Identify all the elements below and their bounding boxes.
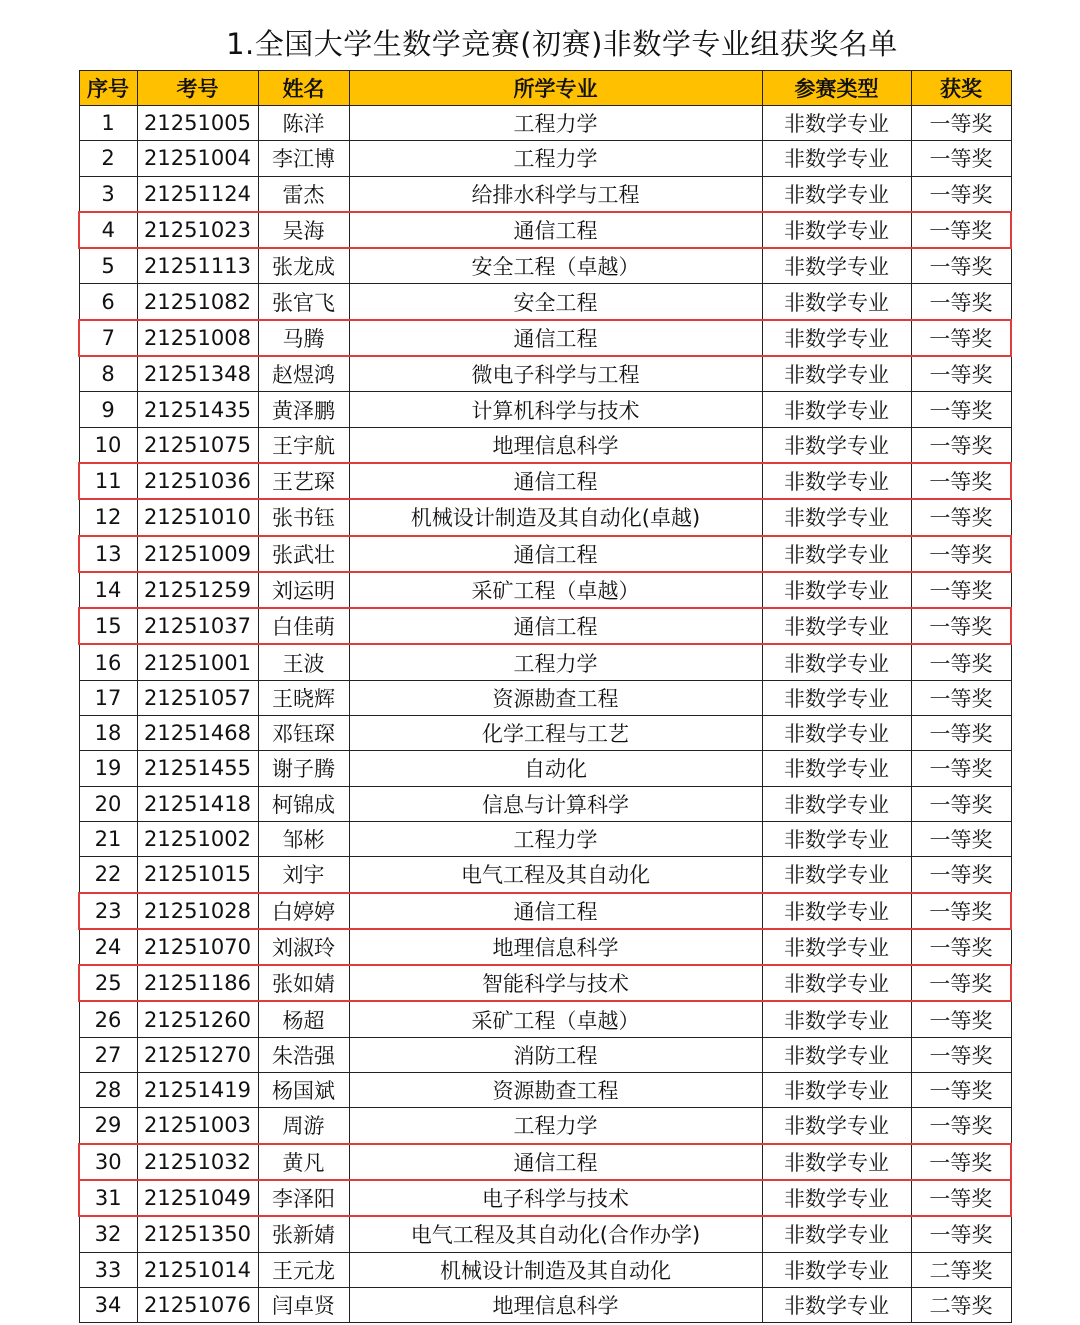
cell-major: 安全工程（卓越） [349, 248, 762, 284]
cell-exam-id: 21251455 [137, 751, 258, 786]
cell-award: 一等奖 [911, 786, 1011, 821]
cell-number: 29 [79, 1108, 137, 1144]
cell-name: 陈洋 [258, 106, 349, 141]
col-header-number: 序号 [79, 71, 137, 106]
cell-category: 非数学专业 [762, 893, 911, 929]
table-row [79, 1252, 1011, 1287]
cell-exam-id: 21251435 [137, 392, 258, 427]
cell-name: 刘宇 [258, 857, 349, 893]
cell-category: 非数学专业 [762, 680, 911, 715]
cell-award: 一等奖 [911, 572, 1011, 608]
cell-exam-id: 21251350 [137, 1216, 258, 1252]
cell-award: 一等奖 [911, 212, 1011, 248]
cell-major: 通信工程 [349, 536, 762, 572]
cell-category: 非数学专业 [762, 284, 911, 320]
cell-exam-id: 21251037 [137, 608, 258, 644]
cell-major: 通信工程 [349, 320, 762, 356]
cell-award: 一等奖 [911, 1037, 1011, 1072]
cell-major: 工程力学 [349, 644, 762, 680]
cell-category: 非数学专业 [762, 857, 911, 893]
cell-name: 刘运明 [258, 572, 349, 608]
cell-award: 一等奖 [911, 716, 1011, 751]
cell-number: 24 [79, 929, 137, 965]
cell-exam-id: 21251076 [137, 1287, 258, 1322]
cell-award: 一等奖 [911, 1073, 1011, 1108]
table-row [79, 1108, 1011, 1144]
cell-name: 闫卓贤 [258, 1287, 349, 1322]
cell-number: 30 [79, 1144, 137, 1180]
cell-exam-id: 21251003 [137, 1108, 258, 1144]
cell-category: 非数学专业 [762, 608, 911, 644]
cell-award: 一等奖 [911, 1001, 1011, 1037]
cell-name: 王元龙 [258, 1252, 349, 1287]
cell-number: 13 [79, 536, 137, 572]
cell-exam-id: 21251070 [137, 929, 258, 965]
cell-major: 采矿工程（卓越） [349, 1001, 762, 1037]
cell-name: 张新婧 [258, 1216, 349, 1252]
cell-number: 18 [79, 716, 137, 751]
col-header-award: 获奖 [911, 71, 1011, 106]
cell-number: 15 [79, 608, 137, 644]
cell-exam-id: 21251082 [137, 284, 258, 320]
cell-category: 非数学专业 [762, 106, 911, 141]
table-row-highlighted [79, 463, 1011, 499]
cell-category: 非数学专业 [762, 536, 911, 572]
table-row-highlighted [79, 608, 1011, 644]
cell-name: 黄凡 [258, 1144, 349, 1180]
cell-name: 杨超 [258, 1001, 349, 1037]
cell-number: 7 [79, 320, 137, 356]
cell-number: 11 [79, 463, 137, 499]
cell-category: 非数学专业 [762, 1216, 911, 1252]
cell-number: 20 [79, 786, 137, 821]
cell-major: 给排水科学与工程 [349, 176, 762, 212]
cell-category: 非数学专业 [762, 572, 911, 608]
cell-category: 非数学专业 [762, 965, 911, 1001]
cell-category: 非数学专业 [762, 1252, 911, 1287]
cell-major: 工程力学 [349, 141, 762, 176]
cell-exam-id: 21251468 [137, 716, 258, 751]
table-row [79, 1037, 1011, 1072]
cell-major: 电气工程及其自动化(合作办学) [349, 1216, 762, 1252]
table-row [79, 680, 1011, 715]
cell-category: 非数学专业 [762, 751, 911, 786]
cell-exam-id: 21251049 [137, 1180, 258, 1216]
cell-exam-id: 21251418 [137, 786, 258, 821]
cell-exam-id: 21251015 [137, 857, 258, 893]
cell-exam-id: 21251004 [137, 141, 258, 176]
cell-exam-id: 21251259 [137, 572, 258, 608]
cell-name: 张龙成 [258, 248, 349, 284]
cell-exam-id: 21251036 [137, 463, 258, 499]
table-row [79, 248, 1011, 284]
cell-exam-id: 21251032 [137, 1144, 258, 1180]
cell-number: 21 [79, 821, 137, 856]
table-row [79, 1287, 1011, 1322]
cell-name: 王艺琛 [258, 463, 349, 499]
table-row-highlighted [79, 893, 1011, 929]
table-row [79, 499, 1011, 535]
cell-award: 一等奖 [911, 893, 1011, 929]
table-row [79, 356, 1011, 392]
cell-major: 通信工程 [349, 212, 762, 248]
cell-major: 电子科学与技术 [349, 1180, 762, 1216]
cell-major: 地理信息科学 [349, 1287, 762, 1322]
cell-category: 非数学专业 [762, 929, 911, 965]
cell-exam-id: 21251260 [137, 1001, 258, 1037]
cell-exam-id: 21251348 [137, 356, 258, 392]
table-row-highlighted [79, 1180, 1011, 1216]
cell-name: 王宇航 [258, 427, 349, 463]
cell-exam-id: 21251005 [137, 106, 258, 141]
cell-number: 17 [79, 680, 137, 715]
cell-major: 自动化 [349, 751, 762, 786]
cell-award: 二等奖 [911, 1252, 1011, 1287]
cell-major: 智能科学与技术 [349, 965, 762, 1001]
cell-number: 33 [79, 1252, 137, 1287]
table-row [79, 141, 1011, 176]
cell-number: 26 [79, 1001, 137, 1037]
cell-award: 一等奖 [911, 608, 1011, 644]
cell-category: 非数学专业 [762, 644, 911, 680]
cell-award: 一等奖 [911, 427, 1011, 463]
cell-award: 一等奖 [911, 929, 1011, 965]
cell-number: 14 [79, 572, 137, 608]
cell-number: 16 [79, 644, 137, 680]
cell-award: 一等奖 [911, 141, 1011, 176]
award-table [78, 70, 1012, 1323]
cell-category: 非数学专业 [762, 786, 911, 821]
cell-number: 27 [79, 1037, 137, 1072]
cell-category: 非数学专业 [762, 356, 911, 392]
cell-major: 工程力学 [349, 821, 762, 856]
cell-name: 王波 [258, 644, 349, 680]
cell-major: 资源勘查工程 [349, 1073, 762, 1108]
cell-name: 李泽阳 [258, 1180, 349, 1216]
cell-number: 32 [79, 1216, 137, 1252]
table-row-highlighted [79, 1144, 1011, 1180]
cell-name: 赵煜鸿 [258, 356, 349, 392]
table-row-highlighted [79, 965, 1011, 1001]
cell-number: 12 [79, 499, 137, 535]
cell-category: 非数学专业 [762, 320, 911, 356]
cell-category: 非数学专业 [762, 716, 911, 751]
cell-category: 非数学专业 [762, 821, 911, 856]
table-row [79, 716, 1011, 751]
table-row [79, 1216, 1011, 1252]
cell-major: 消防工程 [349, 1037, 762, 1072]
cell-category: 非数学专业 [762, 1108, 911, 1144]
cell-award: 一等奖 [911, 751, 1011, 786]
cell-award: 一等奖 [911, 284, 1011, 320]
cell-number: 19 [79, 751, 137, 786]
cell-major: 通信工程 [349, 608, 762, 644]
cell-number: 8 [79, 356, 137, 392]
table-row [79, 857, 1011, 893]
cell-name: 黄泽鹏 [258, 392, 349, 427]
cell-exam-id: 21251124 [137, 176, 258, 212]
cell-number: 28 [79, 1073, 137, 1108]
cell-exam-id: 21251002 [137, 821, 258, 856]
cell-name: 吴海 [258, 212, 349, 248]
cell-exam-id: 21251009 [137, 536, 258, 572]
cell-exam-id: 21251113 [137, 248, 258, 284]
cell-award: 一等奖 [911, 1216, 1011, 1252]
cell-exam-id: 21251001 [137, 644, 258, 680]
cell-category: 非数学专业 [762, 499, 911, 535]
cell-name: 杨国斌 [258, 1073, 349, 1108]
table-row [79, 786, 1011, 821]
cell-category: 非数学专业 [762, 1037, 911, 1072]
cell-exam-id: 21251419 [137, 1073, 258, 1108]
col-header-exam-id: 考号 [137, 71, 258, 106]
cell-number: 6 [79, 284, 137, 320]
cell-major: 资源勘查工程 [349, 680, 762, 715]
cell-number: 34 [79, 1287, 137, 1322]
cell-exam-id: 21251023 [137, 212, 258, 248]
cell-award: 一等奖 [911, 536, 1011, 572]
cell-name: 雷杰 [258, 176, 349, 212]
cell-category: 非数学专业 [762, 1287, 911, 1322]
header-row [79, 71, 1011, 106]
table-row [79, 929, 1011, 965]
cell-award: 一等奖 [911, 356, 1011, 392]
cell-category: 非数学专业 [762, 1144, 911, 1180]
cell-category: 非数学专业 [762, 248, 911, 284]
cell-exam-id: 21251270 [137, 1037, 258, 1072]
cell-category: 非数学专业 [762, 1001, 911, 1037]
cell-major: 通信工程 [349, 893, 762, 929]
cell-exam-id: 21251028 [137, 893, 258, 929]
cell-award: 一等奖 [911, 463, 1011, 499]
cell-award: 一等奖 [911, 1180, 1011, 1216]
table-row [79, 1073, 1011, 1108]
cell-name: 朱浩强 [258, 1037, 349, 1072]
cell-award: 一等奖 [911, 106, 1011, 141]
cell-name: 李江博 [258, 141, 349, 176]
table-row [79, 821, 1011, 856]
cell-major: 通信工程 [349, 1144, 762, 1180]
cell-number: 31 [79, 1180, 137, 1216]
table-row [79, 176, 1011, 212]
cell-major: 通信工程 [349, 463, 762, 499]
cell-exam-id: 21251057 [137, 680, 258, 715]
cell-award: 一等奖 [911, 392, 1011, 427]
table-row-highlighted [79, 320, 1011, 356]
table-row-highlighted [79, 536, 1011, 572]
cell-award: 一等奖 [911, 248, 1011, 284]
cell-exam-id: 21251010 [137, 499, 258, 535]
cell-exam-id: 21251014 [137, 1252, 258, 1287]
cell-award: 二等奖 [911, 1287, 1011, 1322]
cell-award: 一等奖 [911, 644, 1011, 680]
col-header-major: 所学专业 [349, 71, 762, 106]
cell-major: 机械设计制造及其自动化(卓越) [349, 499, 762, 535]
table-row [79, 392, 1011, 427]
table-row [79, 284, 1011, 320]
cell-major: 微电子科学与工程 [349, 356, 762, 392]
table-row [79, 427, 1011, 463]
cell-category: 非数学专业 [762, 427, 911, 463]
cell-number: 4 [79, 212, 137, 248]
table-row [79, 1001, 1011, 1037]
cell-exam-id: 21251008 [137, 320, 258, 356]
award-table-container [78, 70, 1010, 1323]
cell-name: 刘淑玲 [258, 929, 349, 965]
cell-name: 柯锦成 [258, 786, 349, 821]
cell-major: 信息与计算科学 [349, 786, 762, 821]
cell-major: 采矿工程（卓越） [349, 572, 762, 608]
cell-major: 计算机科学与技术 [349, 392, 762, 427]
cell-number: 2 [79, 141, 137, 176]
cell-award: 一等奖 [911, 1108, 1011, 1144]
cell-major: 地理信息科学 [349, 427, 762, 463]
table-row [79, 644, 1011, 680]
cell-major: 机械设计制造及其自动化 [349, 1252, 762, 1287]
cell-award: 一等奖 [911, 821, 1011, 856]
cell-number: 23 [79, 893, 137, 929]
table-row [79, 751, 1011, 786]
cell-name: 白佳萌 [258, 608, 349, 644]
cell-major: 地理信息科学 [349, 929, 762, 965]
col-header-category: 参赛类型 [762, 71, 911, 106]
cell-major: 安全工程 [349, 284, 762, 320]
cell-major: 化学工程与工艺 [349, 716, 762, 751]
cell-name: 张官飞 [258, 284, 349, 320]
cell-number: 10 [79, 427, 137, 463]
table-row [79, 572, 1011, 608]
cell-name: 马腾 [258, 320, 349, 356]
cell-award: 一等奖 [911, 176, 1011, 212]
cell-number: 5 [79, 248, 137, 284]
cell-award: 一等奖 [911, 680, 1011, 715]
cell-number: 22 [79, 857, 137, 893]
cell-name: 白婷婷 [258, 893, 349, 929]
cell-category: 非数学专业 [762, 392, 911, 427]
cell-name: 张如婧 [258, 965, 349, 1001]
cell-name: 邓钰琛 [258, 716, 349, 751]
cell-name: 邹彬 [258, 821, 349, 856]
cell-name: 周游 [258, 1108, 349, 1144]
table-row [79, 106, 1011, 141]
table-header [79, 71, 1011, 106]
cell-category: 非数学专业 [762, 463, 911, 499]
cell-award: 一等奖 [911, 965, 1011, 1001]
table-body [79, 106, 1011, 1323]
cell-major: 电气工程及其自动化 [349, 857, 762, 893]
cell-category: 非数学专业 [762, 176, 911, 212]
table-row-highlighted [79, 212, 1011, 248]
cell-major: 工程力学 [349, 106, 762, 141]
cell-number: 1 [79, 106, 137, 141]
cell-name: 谢子腾 [258, 751, 349, 786]
cell-number: 3 [79, 176, 137, 212]
cell-award: 一等奖 [911, 857, 1011, 893]
cell-category: 非数学专业 [762, 212, 911, 248]
cell-category: 非数学专业 [762, 1180, 911, 1216]
col-header-name: 姓名 [258, 71, 349, 106]
page-title: 1.全国大学生数学竞赛(初赛)非数学专业组获奖名单 [226, 27, 898, 61]
cell-number: 9 [79, 392, 137, 427]
cell-name: 张武壮 [258, 536, 349, 572]
cell-name: 张书钰 [258, 499, 349, 535]
cell-category: 非数学专业 [762, 141, 911, 176]
cell-award: 一等奖 [911, 320, 1011, 356]
cell-category: 非数学专业 [762, 1073, 911, 1108]
cell-award: 一等奖 [911, 499, 1011, 535]
cell-exam-id: 21251075 [137, 427, 258, 463]
cell-name: 王晓辉 [258, 680, 349, 715]
cell-number: 25 [79, 965, 137, 1001]
cell-award: 一等奖 [911, 1144, 1011, 1180]
cell-major: 工程力学 [349, 1108, 762, 1144]
cell-exam-id: 21251186 [137, 965, 258, 1001]
